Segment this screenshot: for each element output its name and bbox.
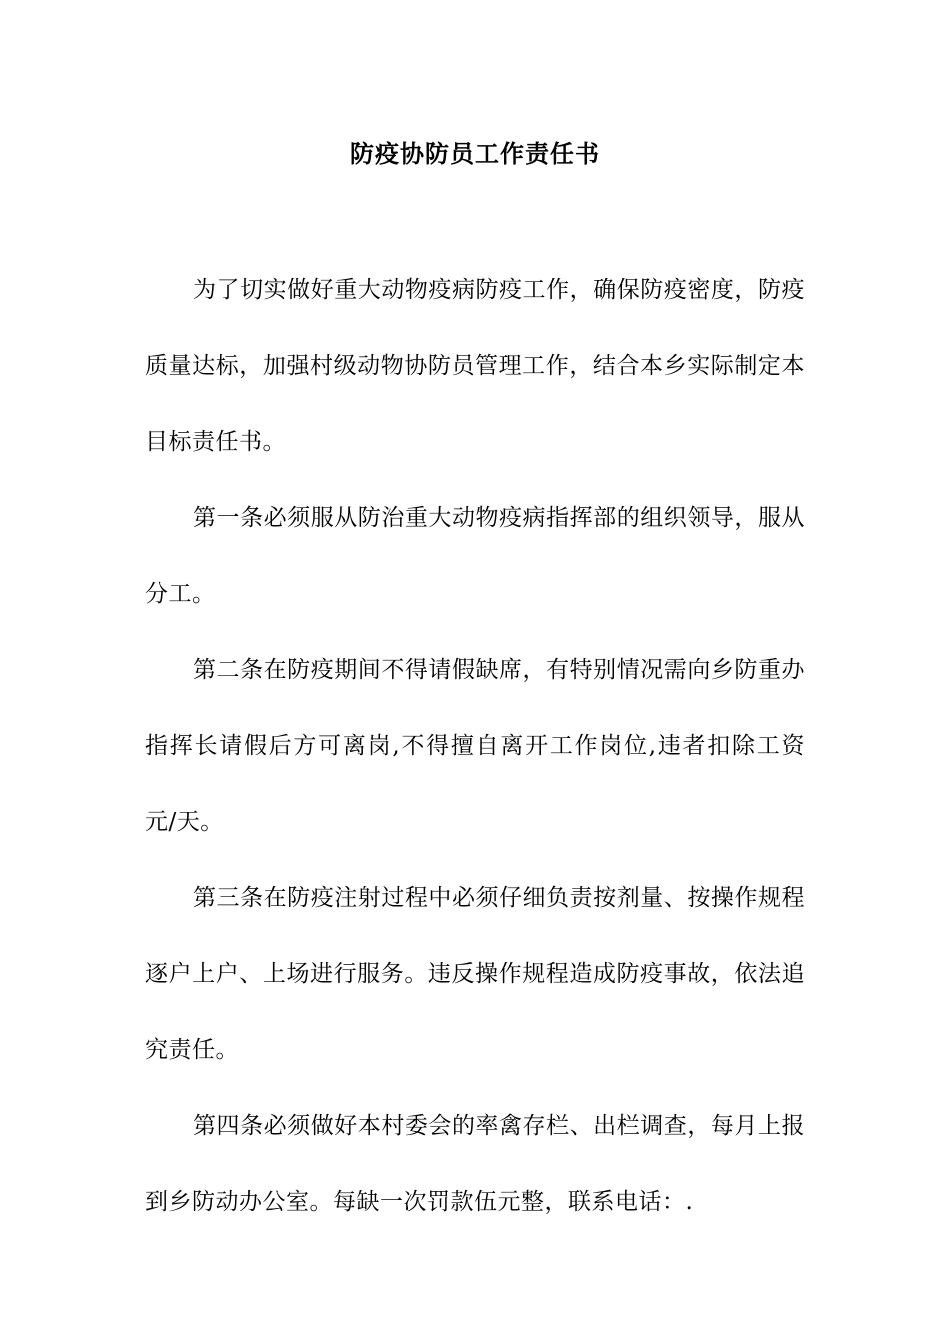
document-title: 防疫协防员工作责任书 <box>350 139 600 168</box>
article-1-paragraph: 第一条必须服从防治重大动物疫病指挥部的组织领导，服从分工。 <box>145 505 805 607</box>
intro-paragraph: 为了切实做好重大动物疫病防疫工作，确保防疫密度，防疫质量达标，加强村级动物协防员管理工作，结合本乡实际制定本目标责任书。 <box>145 277 805 455</box>
document-body <box>145 252 805 1240</box>
article-3-paragraph: 第三条在防疫注射过程中必须仔细负责按剂量、按操作规程逐户上户、上场进行服务。违反操作规程造成防疫事故，依法追究责任。 <box>145 885 805 1063</box>
article-4-paragraph: 第四条必须做好本村委会的率禽存栏、出栏调查，每月上报到乡防动办公室。每缺一次罚款伍元整，联系电话：. <box>145 1113 805 1215</box>
article-2-paragraph: 第二条在防疫期间不得请假缺席，有特别情况需向乡防重办指挥长请假后方可离岗,不得擅自离开工作岗位,违者扣除工资 元/天。 <box>145 657 805 835</box>
